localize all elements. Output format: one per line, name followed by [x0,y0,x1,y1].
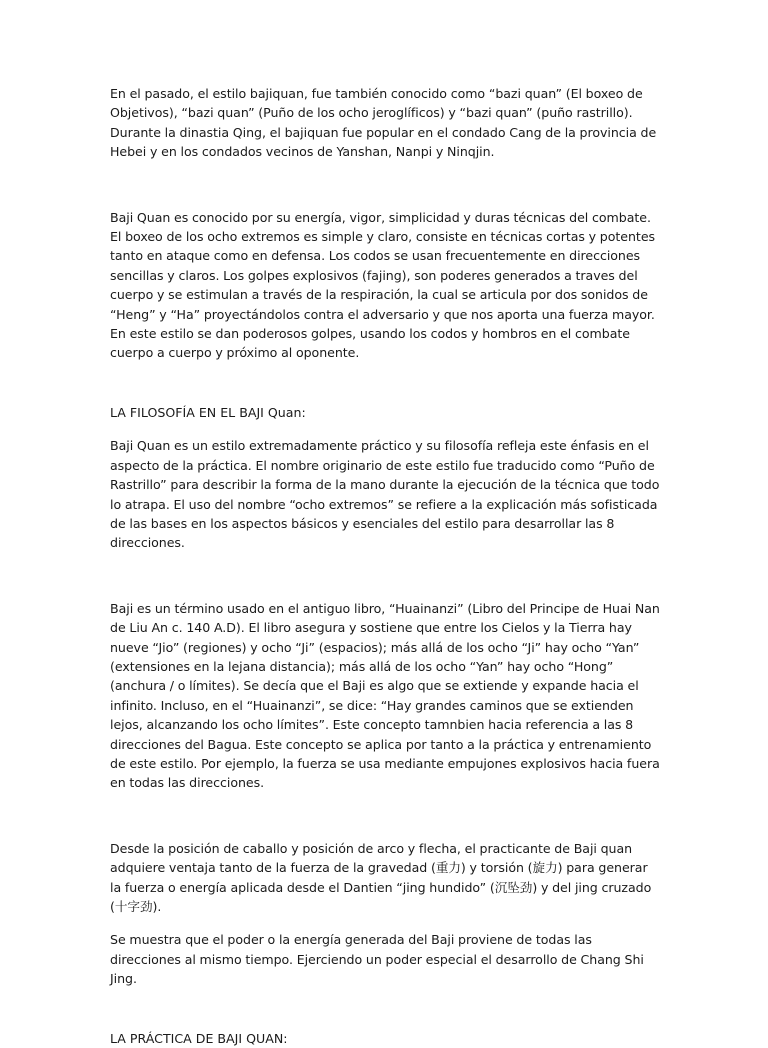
spacer [110,363,662,403]
heading-philosophy: LA FILOSOFÍA EN EL BAJI Quan: [110,404,306,420]
spacer [110,553,662,599]
spacer [110,422,662,436]
paragraph-history: En el pasado, el estilo bajiquan, fue también conocido como “bazi quan” (El boxeo de Objetivos), “bazi quan” (Puño de los ocho jeroglíficos) y “bazi quan” (puño rastrillo). Durante la dinastia Qing, el bajiquan fue popular en el condado Cang de la provincia de Hebei y en los condados vecinos de Yanshan, Nanpi y Ninqjin. [110,86,657,160]
paragraph-philosophy: Baji Quan es un estilo extremadamente práctico y su filosofía refleja este énfasis en el aspecto de la práctica. El nombre originario de este estilo fue traducido como “Puño de Rastrillo” para describir la forma de la mano durante la ejecución de la técnica que todo lo atrapa. El uso del nombre “ocho extremos” se refiere a la explicación más sofisticada de las bases en los aspectos básicos y esenciales del estilo para desarrollar las 8 direcciones. [110,438,660,551]
spacer [110,793,662,839]
paragraph-power: Se muestra que el poder o la energía generada del Baji proviene de todas las direcciones al mismo tiempo. Ejerciendo un poder especial el desarrollo de Chang Shi Jing. [110,932,644,987]
spacer [110,989,662,1029]
paragraph-huainanzi: Baji es un término usado en el antiguo libro, “Huainanzi” (Libro del Principe de Huai Nan de Liu An c. 140 A.D). El libro asegura y sostiene que entre los Cielos y la Tierra hay nueve “Jio” (regiones) y ocho “Ji” (espacios); más allá de los ocho “Ji” hay ocho “Yan” (extensiones en la lejana distancia); más allá de los ocho “Yan” hay ocho “Hong” (anchura / o límites). Se decía que el Baji es algo que se extiende y expande hacia el infinito. Incluso, en el “Huainanzi”, se dice: “Hay grandes caminos que se extienden lejos, alcanzando los ocho límites”. Este concepto tamnbien hacia referencia a las 8 direcciones del Bagua. Este concepto se aplica por tanto a la práctica y entrenamiento de este estilo. Por ejemplo, la fuerza se usa mediante empujones explosivos hacia fuera en todas las direcciones. [110,600,660,791]
paragraph-stances: Desde la posición de caballo y posición de arco y flecha, el practicante de Baji quan adquiere ventaja tanto de la fuerza de la gravedad (重力) y torsión (旋力) para generar la fuerza o energía aplicada desde el Dantien “jing hundido” (沉坠劲) y del jing cruzado (十字劲). [110,840,652,914]
paragraph-characteristics: Baji Quan es conocido por su energía, vigor, simplicidad y duras técnicas del combate. El boxeo de los ocho extremos es simple y claro, consiste en técnicas cortas y potentes tanto en ataque como en defensa. Los codos se usan frecuentemente en direcciones sencillas y claros. Los golpes explosivos (fajing), son poderes generados a traves del cuerpo y se estimulan a través de la respiración, la cual se articula por dos sonidos de “Heng” y “Ha” proyectándolos contra el adversario y que nos aporta una fuerza mayor. En este estilo se dan poderosos golpes, usando los codos y hombros en el combate cuerpo a cuerpo y próximo al oponente. [110,209,656,361]
spacer [110,162,662,208]
document-page [110,84,662,1048]
heading-practice: LA PRÁCTICA DE BAJI QUAN: [110,1030,288,1046]
spacer [110,916,662,930]
